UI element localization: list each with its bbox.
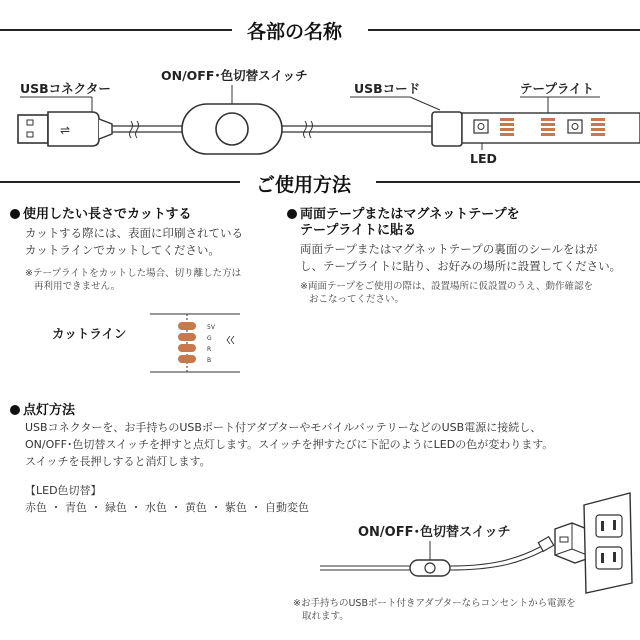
cut-line-label: カットライン — [52, 326, 127, 341]
section-title-usage: ご使用方法 — [256, 174, 352, 196]
bullet-dot-icon — [287, 209, 297, 219]
svg-text:⇌: ⇌ — [60, 123, 71, 137]
lighting-section-title: 点灯方法 — [10, 403, 75, 419]
label-switch: ON/OFF･色切替スイッチ — [161, 68, 308, 83]
tape-section-body: 両面テープまたはマグネットテープの裏面のシールをはが し、テープライトに貼り、お好みの場所に設置してください。 — [300, 242, 622, 273]
usb-plug-icon — [18, 112, 112, 146]
label-led: LED — [470, 151, 497, 166]
parts-diagram — [0, 0, 640, 180]
label-usb-connector: USBコネクター — [20, 81, 111, 96]
pad-label-g: G — [207, 335, 212, 342]
tape-light-strip — [462, 113, 640, 143]
header-rule-left-2 — [0, 181, 240, 183]
bullet-dot-icon — [10, 405, 20, 415]
lighting-note: ※お手持ちのUSBポート付きアダプターならコンセントから電源を 取れます。 — [293, 598, 576, 622]
wall-outlet-icon — [584, 493, 632, 593]
bullet-dot-icon — [10, 209, 20, 219]
cut-section-body: カットする際には、表面に印刷されている カットラインでカットしてください。 — [25, 226, 244, 257]
led-colors-list: 赤色 ・ 青色 ・ 緑色 ・ 水色 ・ 黄色 ・ 紫色 ・ 自動変色 — [25, 501, 309, 514]
section-title-part-names: 各部の名称 — [247, 21, 343, 43]
cut-line-diagram — [150, 308, 250, 378]
lighting-diagram — [300, 485, 640, 595]
cut-section-title: 使用したい長さでカットする — [10, 207, 191, 223]
label-tape-light: テープライト — [520, 81, 595, 96]
header-rule-right-2 — [376, 181, 640, 183]
led-colors-title: 【LED色切替】 — [25, 484, 102, 497]
switch-icon — [182, 104, 282, 154]
pad-label-5v: 5V — [207, 324, 215, 331]
pad-label-b: B — [207, 357, 212, 364]
label-usb-cord: USBコード — [354, 81, 421, 96]
tape-section-note: ※両面テープをご使用の際は、設置場所に仮設置のうえ、動作確認を おこなってください。 — [300, 281, 594, 305]
pad-label-r: R — [207, 346, 212, 353]
lighting-section-body: USBコネクターを、お手持ちのUSBポート付アダプターやモバイルバッテリーなどのUSB電源に接続し、 ON/OFF･色切替スイッチを押すと点灯します。スイッチを押すたびに下記のようにLEDの色が変わります。 スイッチを長押しすると消灯します。 — [25, 421, 554, 468]
cut-section-note: ※テープライトをカットした場合、切り離した方は 再利用できません。 — [25, 268, 242, 292]
tape-section-title: 両面テープまたはマグネットテープを テープライトに貼る — [287, 207, 520, 239]
lighting-switch-label: ON/OFF･色切替スイッチ — [358, 525, 511, 540]
